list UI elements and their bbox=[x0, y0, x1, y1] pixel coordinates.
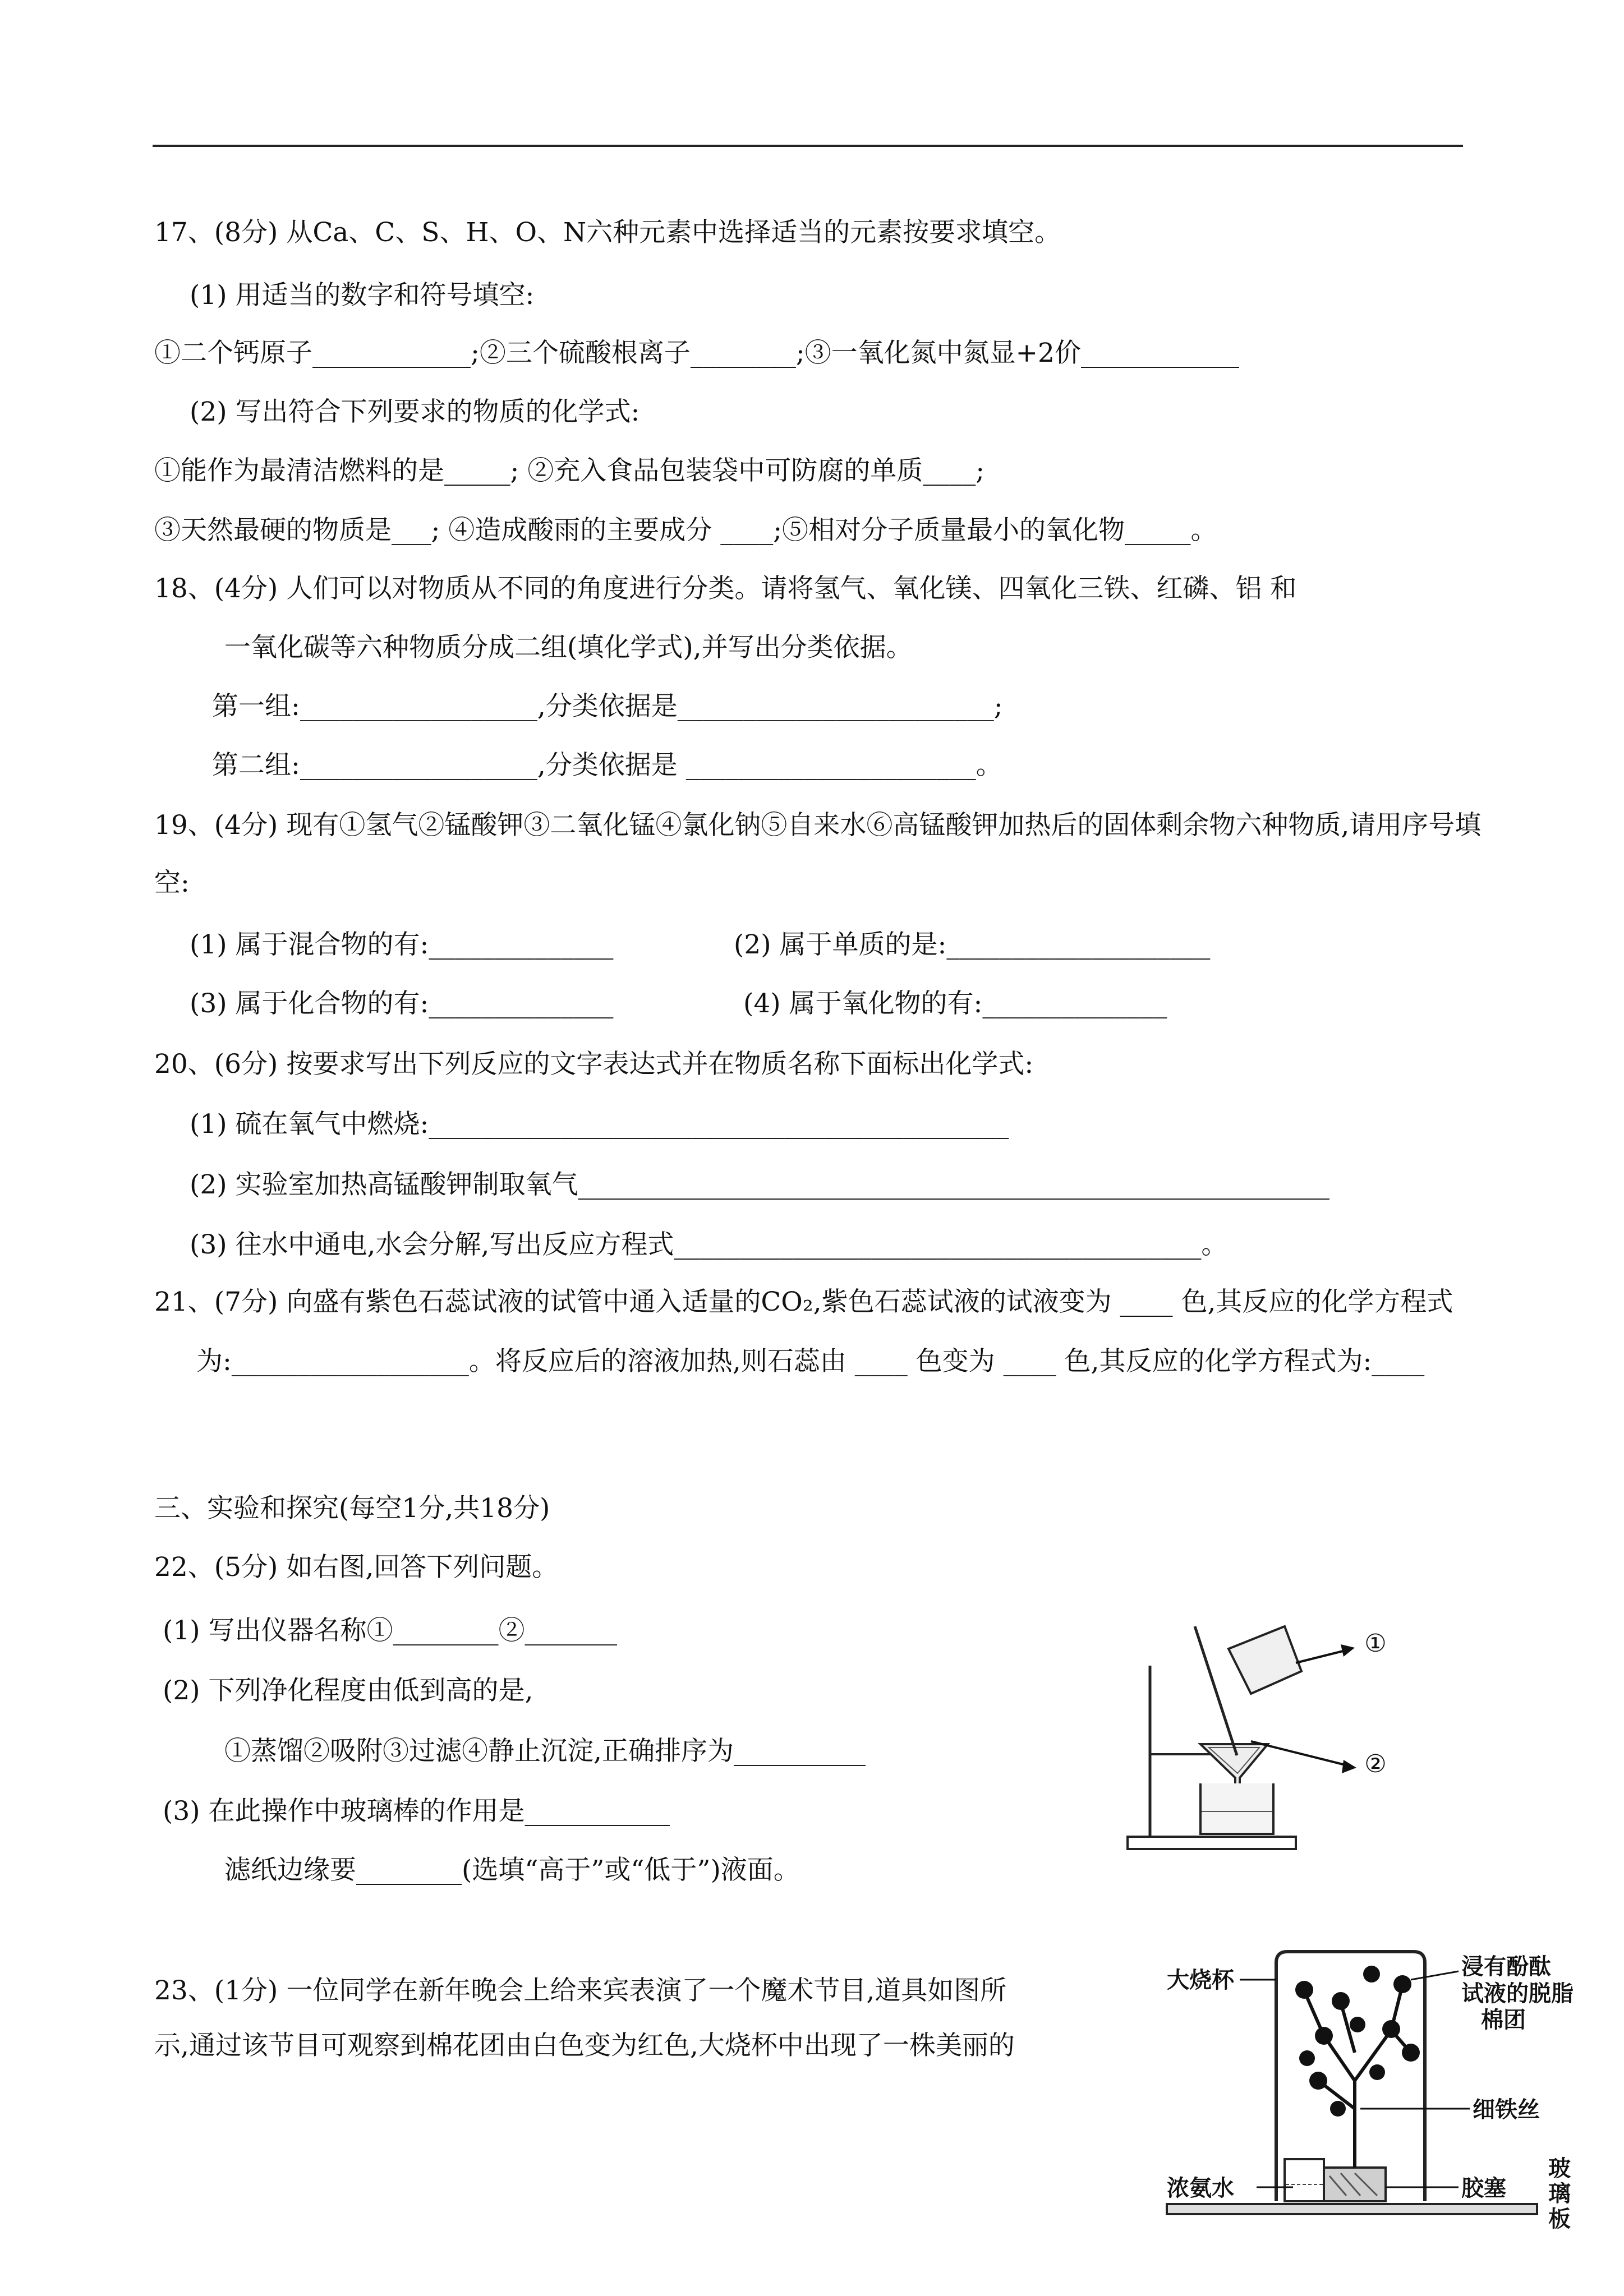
q19-stem: 19、(4分) 现有①氢气②锰酸钾③二氧化锰④氯化钠⑤自来水⑥高锰酸钾加热后的固体剩余物六种物质,请用序号填 bbox=[154, 810, 1482, 841]
q22-part3-cont: 滤纸边缘要________(选填“高于”或“低于”)液面。 bbox=[224, 1855, 800, 1885]
q20-part2: (2) 实验室加热高锰酸钾制取氧气_________________________________________________________ bbox=[190, 1169, 1330, 1200]
label1: ① bbox=[1364, 1629, 1387, 1658]
q18-group2: 第二组:__________________,分类依据是 ______________________。 bbox=[212, 750, 1002, 781]
q22-part2-options: ①蒸馏②吸附③过滤④静止沉淀,正确排序为__________ bbox=[224, 1736, 866, 1767]
q18-group1: 第一组:__________________,分类依据是________________________; bbox=[212, 691, 1003, 722]
q22-part2: (2) 下列净化程度由低到高的是, bbox=[163, 1675, 533, 1706]
glass-plate-label-3: 板 bbox=[1548, 2206, 1571, 2232]
q19-part4: (4) 属于氧化物的有:______________ bbox=[743, 988, 1167, 1019]
q22-part1: (1) 写出仪器名称①________②_______ bbox=[163, 1615, 618, 1646]
q20-part3: (3) 往水中通电,水会分解,写出反应方程式________________________________________。 bbox=[190, 1229, 1228, 1260]
cotton-label-line3: 棉团 bbox=[1481, 2007, 1526, 2033]
q17-part1: (1) 用适当的数字和符号填空: bbox=[190, 280, 535, 311]
q17-part2-items-a: ①能作为最清洁燃料的是_____; ②充入食品包装袋中可防腐的单质____; bbox=[154, 455, 985, 486]
beaker-label: 大烧杯 bbox=[1167, 1967, 1234, 1993]
wire-label: 细铁丝 bbox=[1473, 2097, 1540, 2123]
q21-stem: 21、(7分) 向盛有紫色石蕊试液的试管中通入适量的CO₂,紫色石蕊试液的试液变为 ____ 色,其反应的化学方程式 bbox=[154, 1287, 1453, 1317]
q22-stem: 22、(5分) 如右图,回答下列问题。 bbox=[154, 1552, 559, 1583]
q18-stem: 18、(4分) 人们可以对物质从不同的角度进行分类。请将氢气、氧化镁、四氧化三铁、红磷、铝 和 bbox=[154, 573, 1297, 604]
filtration-apparatus-figure bbox=[1116, 1610, 1408, 1868]
q23-stem-cont: 示,通过该节目可观察到棉花团由白色变为红色,大烧杯中出现了一株美丽的 bbox=[154, 2030, 1015, 2061]
glass-plate-label-1: 玻 bbox=[1548, 2156, 1571, 2182]
section3-title: 三、实验和探究(每空1分,共18分) bbox=[154, 1493, 550, 1524]
glass-plate-label-2: 璃 bbox=[1548, 2181, 1571, 2207]
q20-stem: 20、(6分) 按要求写出下列反应的文字表达式并在物质名称下面标出化学式: bbox=[154, 1049, 1034, 1080]
header-rule bbox=[153, 145, 1463, 147]
ammonia-label: 浓氨水 bbox=[1167, 2175, 1234, 2201]
q17-stem: 17、(8分) 从Ca、C、S、H、O、N六种元素中选择适当的元素按要求填空。 bbox=[154, 217, 1061, 248]
q17-part1-items: ①二个钙原子____________;②三个硫酸根离子________;③一氧化氮中氮显+2价____________ bbox=[154, 338, 1239, 368]
cotton-label-line2: 试液的脱脂 bbox=[1461, 1981, 1574, 2007]
label2: ② bbox=[1364, 1750, 1387, 1778]
q19-part1: (1) 属于混合物的有:______________ bbox=[190, 929, 614, 960]
q18-stem-cont: 一氧化碳等六种物质分成二组(填化学式),并写出分类依据。 bbox=[224, 632, 913, 663]
q22-part3: (3) 在此操作中玻璃棒的作用是___________ bbox=[163, 1796, 670, 1827]
cotton-label-line1: 浸有酚酞 bbox=[1461, 1954, 1551, 1980]
label2-arrow bbox=[1251, 1741, 1352, 1767]
q19-part2: (2) 属于单质的是:____________________ bbox=[734, 929, 1211, 960]
q19-stem-cont: 空: bbox=[154, 868, 190, 898]
q19-part3: (3) 属于化合物的有:______________ bbox=[190, 988, 614, 1019]
q17-part2: (2) 写出符合下列要求的物质的化学式: bbox=[190, 397, 640, 427]
q17-part2-items-b: ③天然最硬的物质是___; ④造成酸雨的主要成分 ____;⑤相对分子质量最小的氧化物_____。 bbox=[154, 515, 1217, 546]
magic-tree-figure bbox=[1156, 1940, 1588, 2243]
q20-part1: (1) 硫在氧气中燃烧:____________________________________________ bbox=[190, 1109, 1009, 1140]
q23-stem: 23、(1分) 一位同学在新年晚会上给来宾表演了一个魔术节目,道具如图所 bbox=[154, 1975, 1007, 2006]
q21-stem-cont: 为:__________________。将反应后的溶液加热,则石蕊由 ____ 色变为 ____ 色,其反应的化学方程式为:____ bbox=[196, 1346, 1425, 1377]
stopper-label: 胶塞 bbox=[1461, 2175, 1506, 2201]
